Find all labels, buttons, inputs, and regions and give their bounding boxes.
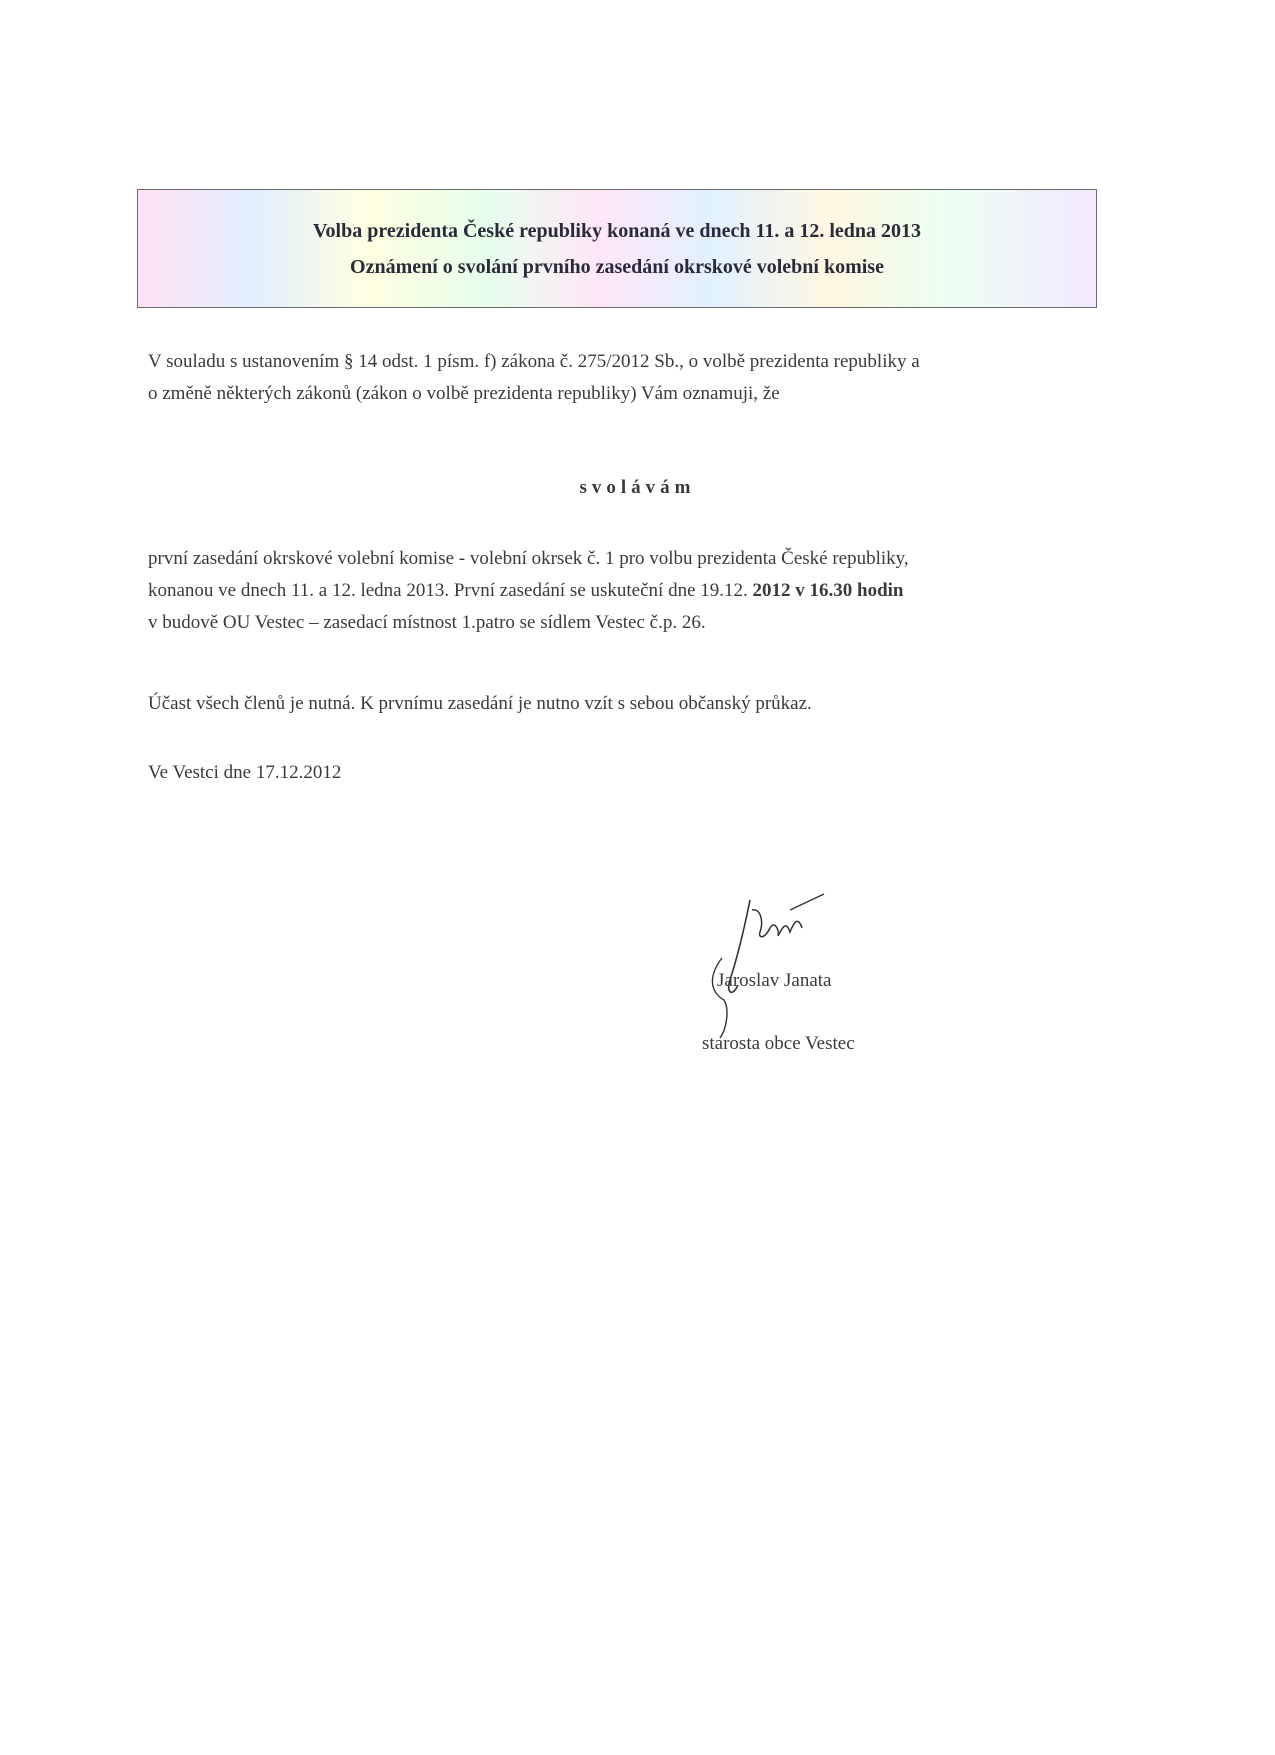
meeting-year: 2012	[752, 580, 791, 601]
meeting-line-2	[148, 575, 909, 607]
section-heading: svolávám	[579, 477, 696, 498]
signatory-role: starosta obce Vestec	[702, 1033, 855, 1054]
intro-line-1: V souladu s ustanovením § 14 odst. 1 písm. f) zákona č. 275/2012 Sb., o volbě prezidenta republiky a	[148, 351, 920, 372]
meeting-line-2-text: konanou ve dnech 11. a 12. ledna 2013. První zasedání se uskuteční dne 19.12.	[148, 580, 753, 601]
signatory-name: Jaroslav Janata	[717, 970, 832, 991]
intro-line-2: o změně některých zákonů (zákon o volbě prezidenta republiky) Vám oznamuji, že	[148, 383, 780, 404]
signature-icon	[690, 880, 890, 1040]
meeting-time: v 16.30 hodin	[790, 580, 904, 601]
intro-paragraph	[148, 346, 920, 410]
title-line-2: Oznámení o svolání prvního zasedání okrskové volební komise	[350, 256, 884, 278]
meeting-line-3: v budově OU Vestec – zasedací místnost 1.patro se sídlem Vestec č.p. 26.	[148, 612, 706, 633]
date-line: Ve Vestci dne 17.12.2012	[148, 762, 342, 783]
meeting-paragraph	[148, 543, 909, 639]
handwritten-signature	[690, 880, 890, 1040]
title-line-1: Volba prezidenta České republiky konaná ve dnech 11. a 12. ledna 2013	[312, 220, 922, 242]
meeting-line-1: první zasedání okrskové volební komise - volební okrsek č. 1 pro volbu prezidenta České republiky,	[148, 548, 909, 569]
title-box	[137, 189, 1097, 308]
attendance-paragraph: Účast všech členů je nutná. K prvnímu zasedání je nutno vzít s sebou občanský průkaz.	[148, 693, 812, 714]
